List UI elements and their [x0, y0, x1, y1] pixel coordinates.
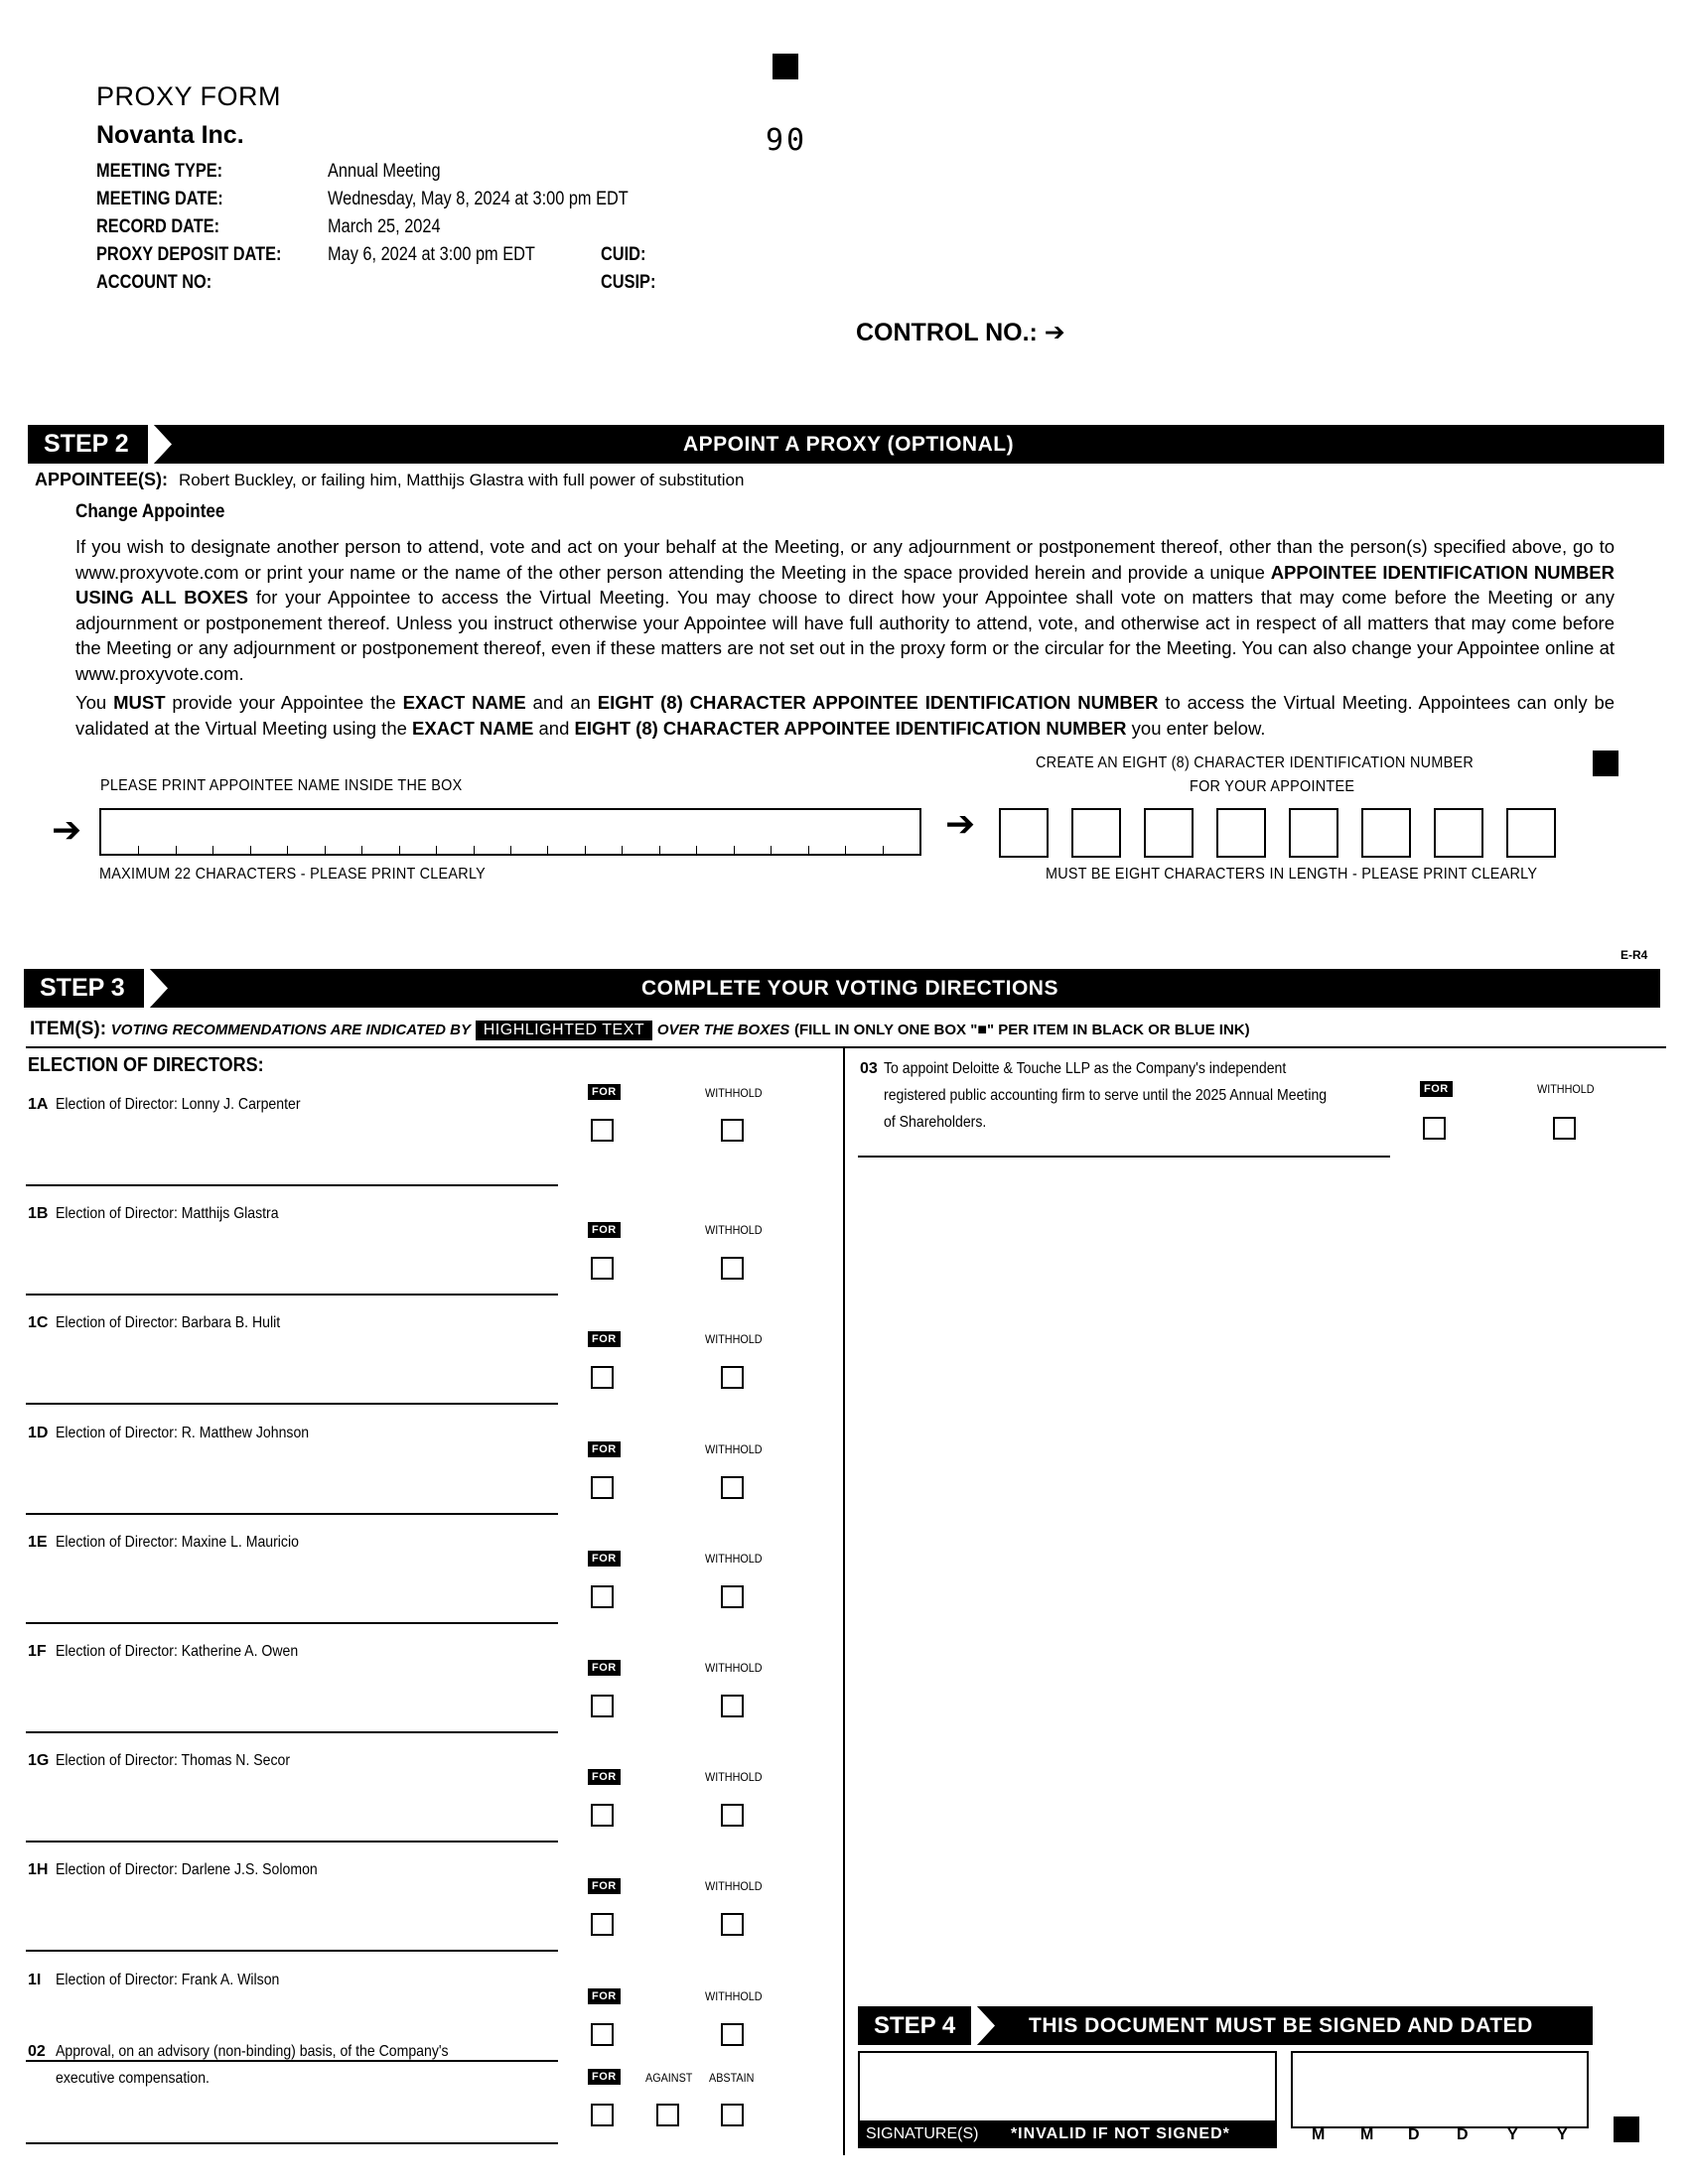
items-text-1: VOTING RECOMMENDATIONS ARE INDICATED BY	[110, 1022, 472, 1038]
director-name: Election of Director: Barbara B. Hulit	[56, 1314, 281, 1332]
for-recommended-label: FOR	[588, 2069, 621, 2085]
signature-label: SIGNATURE(S)	[866, 2125, 979, 2142]
item-divider	[26, 1841, 558, 1843]
proxy-deposit-date-label: PROXY DEPOSIT DATE:	[96, 244, 282, 265]
withhold-label: WITHHOLD	[705, 1086, 763, 1100]
withhold-label: WITHHOLD	[1537, 1082, 1595, 1096]
step2-chevron-icon	[142, 425, 172, 464]
proxy-deposit-date-value: May 6, 2024 at 3:00 pm EDT	[328, 244, 535, 265]
character-tick	[474, 846, 475, 854]
item-1c-withhold-checkbox[interactable]	[721, 1366, 744, 1389]
item-number: 02	[28, 2043, 46, 2060]
appointee-id-box-4[interactable]	[1216, 808, 1266, 858]
highlighted-text-chip: HIGHLIGHTED TEXT	[476, 1021, 652, 1040]
director-name: Election of Director: Thomas N. Secor	[56, 1752, 291, 1770]
invalid-warning: *INVALID IF NOT SIGNED*	[1010, 2125, 1230, 2142]
item-1d-withhold-checkbox[interactable]	[721, 1476, 744, 1499]
item-number: 1C	[28, 1314, 49, 1332]
items-text-4: " PER ITEM IN BLACK OR BLUE INK)	[987, 1022, 1250, 1038]
withhold-label: WITHHOLD	[705, 1441, 763, 1456]
item-1f-withhold-checkbox[interactable]	[721, 1695, 744, 1717]
director-name: Election of Director: Frank A. Wilson	[56, 1971, 280, 1988]
company-name: Novanta Inc.	[96, 121, 244, 149]
item-1f-for-checkbox[interactable]	[591, 1695, 614, 1717]
item-divider	[26, 1731, 558, 1733]
divider	[26, 1046, 1666, 1048]
step3-tag: STEP 3	[24, 969, 154, 1008]
item-1e-for-checkbox[interactable]	[591, 1585, 614, 1608]
for-recommended-label: FOR	[588, 1660, 621, 1676]
item-divider	[858, 1156, 1390, 1158]
item-1g-for-checkbox[interactable]	[591, 1804, 614, 1827]
step3-bar	[24, 969, 1660, 1008]
item-text-line3: of Shareholders.	[884, 1114, 987, 1131]
item-1b-withhold-checkbox[interactable]	[721, 1257, 744, 1280]
appointee-row	[35, 470, 744, 490]
record-date-label: RECORD DATE:	[96, 216, 220, 237]
character-tick	[176, 846, 177, 854]
item-1e-withhold-checkbox[interactable]	[721, 1585, 744, 1608]
director-name: Election of Director: R. Matthew Johnson	[56, 1424, 310, 1441]
step3-title: COMPLETE YOUR VOTING DIRECTIONS	[641, 977, 1058, 1000]
arrow-right-icon: ➔	[52, 809, 82, 850]
for-recommended-label: FOR	[588, 1222, 621, 1238]
item-text-line1: Approval, on an advisory (non-binding) basis, of the Company's	[56, 2043, 449, 2060]
id-number-label-line1: CREATE AN EIGHT (8) CHARACTER IDENTIFICATION NUMBER	[1036, 754, 1475, 771]
withhold-label: WITHHOLD	[705, 1223, 763, 1238]
cuid-label: CUID:	[601, 244, 646, 265]
item-divider	[26, 1513, 558, 1515]
signature-field[interactable]	[858, 2051, 1277, 2128]
item-text-line2: executive compensation.	[56, 2070, 210, 2087]
item-divider	[26, 1184, 558, 1186]
appointee-value: Robert Buckley, or failing him, Matthijs Glastra with full power of substitution	[179, 471, 745, 489]
director-name: Election of Director: Darlene J.S. Solomon	[56, 1861, 318, 1879]
item-number: 1D	[28, 1424, 49, 1441]
filled-box-icon: ■	[977, 1022, 987, 1038]
step4-chevron-icon	[965, 2006, 995, 2045]
step2-tag: STEP 2	[28, 425, 158, 464]
character-tick	[138, 846, 139, 854]
item-02-abstain-checkbox[interactable]	[721, 2104, 744, 2126]
item-number: 1A	[28, 1096, 49, 1113]
character-tick	[287, 846, 288, 854]
item-number: 1B	[28, 1205, 49, 1223]
date-letter: M	[1312, 2126, 1326, 2143]
character-tick	[325, 846, 326, 854]
item-number: 1E	[28, 1533, 48, 1551]
item-divider	[26, 2142, 558, 2144]
meeting-type-value: Annual Meeting	[328, 161, 441, 182]
date-letter: M	[1360, 2126, 1374, 2143]
step3-chevron-icon	[138, 969, 168, 1008]
character-tick	[696, 846, 697, 854]
exact-name-instructions: You MUST provide your Appointee the EXACT NAME and an EIGHT (8) CHARACTER APPOINTEE IDENTIFICATION NUMBER to access the Virtual Meeting. Appointees can only be validated at the Virtual Meeting using the EXACT NAME and EIGHT (8) CHARACTER APPOINTEE IDENTIFICATION NUMBER you enter below.	[75, 692, 1616, 739]
withhold-label: WITHHOLD	[705, 1988, 763, 2003]
for-recommended-label: FOR	[588, 1331, 621, 1347]
appointee-id-box-5[interactable]	[1289, 808, 1338, 858]
arrow-right-icon: ➔	[945, 803, 976, 844]
director-name: Election of Director: Maxine L. Mauricio	[56, 1533, 299, 1551]
name-box-label: PLEASE PRINT APPOINTEE NAME INSIDE THE BOX	[100, 777, 463, 794]
withhold-label: WITHHOLD	[705, 1879, 763, 1894]
director-name: Election of Director: Lonny J. Carpenter	[56, 1096, 301, 1113]
character-tick	[845, 846, 846, 854]
column-divider	[843, 1048, 845, 2155]
item-divider	[26, 1622, 558, 1624]
item-02-for-checkbox[interactable]	[591, 2104, 614, 2126]
withhold-label: WITHHOLD	[705, 1770, 763, 1785]
control-number-label: CONTROL NO.: ➔	[856, 319, 1065, 346]
item-1g-withhold-checkbox[interactable]	[721, 1804, 744, 1827]
item-1i-withhold-checkbox[interactable]	[721, 2023, 744, 2046]
form-title: PROXY FORM	[96, 81, 282, 111]
for-recommended-label: FOR	[1420, 1081, 1453, 1097]
character-tick	[883, 846, 884, 854]
meeting-date-label: MEETING DATE:	[96, 189, 223, 209]
appointee-name-input[interactable]	[99, 808, 921, 856]
character-tick	[510, 846, 511, 854]
registration-mark	[1593, 751, 1618, 776]
change-appointee-heading: Change Appointee	[75, 501, 225, 522]
withhold-label: WITHHOLD	[705, 1332, 763, 1347]
item-1h-withhold-checkbox[interactable]	[721, 1913, 744, 1936]
appointee-id-box-6[interactable]	[1361, 808, 1411, 858]
character-tick	[771, 846, 772, 854]
withhold-label: WITHHOLD	[705, 1551, 763, 1566]
item-text-line2: registered public accounting firm to serve until the 2025 Annual Meeting	[884, 1087, 1328, 1104]
item-1d-for-checkbox[interactable]	[591, 1476, 614, 1499]
step4-title: THIS DOCUMENT MUST BE SIGNED AND DATED	[1029, 2014, 1533, 2037]
item-divider	[26, 1403, 558, 1405]
account-no-label: ACCOUNT NO:	[96, 272, 212, 293]
item-number: 1H	[28, 1861, 49, 1879]
form-code: 90	[766, 123, 808, 158]
date-letter: D	[1408, 2126, 1420, 2143]
date-letter: Y	[1557, 2126, 1568, 2143]
character-tick	[399, 846, 400, 854]
item-number: 1F	[28, 1643, 47, 1660]
against-label: AGAINST	[645, 2071, 693, 2085]
registration-mark	[1614, 2116, 1639, 2142]
character-tick	[585, 846, 586, 854]
form-reference: E-R4	[1620, 948, 1648, 962]
character-tick	[361, 846, 362, 854]
registration-mark	[773, 54, 798, 79]
cusip-label: CUSIP:	[601, 272, 656, 293]
item-03-withhold-checkbox[interactable]	[1553, 1117, 1576, 1140]
date-letter: D	[1457, 2126, 1469, 2143]
character-tick	[659, 846, 660, 854]
signature-bar	[858, 2120, 1277, 2148]
election-of-directors-heading: ELECTION OF DIRECTORS:	[28, 1054, 264, 1076]
character-tick	[808, 846, 809, 854]
items-label: ITEM(S):	[30, 1019, 107, 1039]
character-tick	[436, 846, 437, 854]
item-1a-withhold-checkbox[interactable]	[721, 1119, 744, 1142]
voting-instructions-row	[30, 1019, 1250, 1040]
character-tick	[212, 846, 213, 854]
appointee-id-box-1[interactable]	[999, 808, 1049, 858]
item-1i-for-checkbox[interactable]	[591, 2023, 614, 2046]
character-tick	[622, 846, 623, 854]
items-text-3: (FILL IN ONLY ONE BOX "	[793, 1022, 978, 1038]
items-text-2: OVER THE BOXES	[656, 1022, 790, 1038]
item-1h-for-checkbox[interactable]	[591, 1913, 614, 1936]
step2-bar	[28, 425, 1664, 464]
item-number: 1I	[28, 1971, 42, 1988]
for-recommended-label: FOR	[588, 1769, 621, 1785]
appointee-id-box-3[interactable]	[1144, 808, 1194, 858]
withhold-label: WITHHOLD	[705, 1661, 763, 1675]
item-1b-for-checkbox[interactable]	[591, 1257, 614, 1280]
item-divider	[26, 1294, 558, 1296]
item-number: 1G	[28, 1752, 50, 1770]
item-1c-for-checkbox[interactable]	[591, 1366, 614, 1389]
character-tick	[547, 846, 548, 854]
step4-bar	[858, 2006, 1593, 2045]
name-box-note: MAXIMUM 22 CHARACTERS - PLEASE PRINT CLEARLY	[99, 866, 487, 883]
step2-title: APPOINT A PROXY (OPTIONAL)	[683, 433, 1015, 456]
for-recommended-label: FOR	[588, 1441, 621, 1457]
item-03-for-checkbox[interactable]	[1423, 1117, 1446, 1140]
item-divider	[26, 1950, 558, 1952]
appointee-label: APPOINTEE(S):	[35, 470, 169, 489]
director-name: Election of Director: Matthijs Glastra	[56, 1205, 279, 1223]
date-letter: Y	[1507, 2126, 1518, 2143]
appointee-id-box-2[interactable]	[1071, 808, 1121, 858]
character-tick	[250, 846, 251, 854]
character-tick	[734, 846, 735, 854]
appointee-id-box-8[interactable]	[1506, 808, 1556, 858]
record-date-value: March 25, 2024	[328, 216, 441, 237]
item-text-line1: To appoint Deloitte & Touche LLP as the Company's independent	[884, 1060, 1287, 1077]
change-appointee-instructions: If you wish to designate another person to attend, vote and act on your behalf at the Meeting, or any adjournment or postponement thereof, other than the person(s) specified above, go to www.proxyvote.com or print your name or the name of the other person attending the Meeting in the space provided herein and provide a unique APPOINTEE IDENTIFICATION NUMBER USING ALL BOXES for your Appointee to access the Virtual Meeting. You may choose to direct how your Appointee shall vote on matters that may come before the Meeting or any adjournment or postponement thereof. Unless you instruct otherwise your Appointee will have full authority to attend, vote, and otherwise act in respect of all matters that may come before the Meeting or any adjournment or postponement thereof, even if these matters are not set out in the proxy form or the circular for the Meeting. You can also change your Appointee online at www.proxyvote.com.	[75, 536, 1616, 684]
meeting-date-value: Wednesday, May 8, 2024 at 3:00 pm EDT	[328, 189, 629, 209]
director-name: Election of Director: Katherine A. Owen	[56, 1643, 299, 1660]
item-02-against-checkbox[interactable]	[656, 2104, 679, 2126]
for-recommended-label: FOR	[588, 1878, 621, 1894]
appointee-id-box-7[interactable]	[1434, 808, 1483, 858]
for-recommended-label: FOR	[588, 1988, 621, 2004]
item-number: 03	[860, 1060, 878, 1077]
for-recommended-label: FOR	[588, 1551, 621, 1567]
abstain-label: ABSTAIN	[709, 2071, 755, 2085]
date-field[interactable]	[1291, 2051, 1589, 2128]
item-1a-for-checkbox[interactable]	[591, 1119, 614, 1142]
meeting-type-label: MEETING TYPE:	[96, 161, 223, 182]
id-number-label-line2: FOR YOUR APPOINTEE	[1190, 778, 1355, 795]
for-recommended-label: FOR	[588, 1084, 621, 1100]
id-number-note: MUST BE EIGHT CHARACTERS IN LENGTH - PLEASE PRINT CLEARLY	[1046, 866, 1538, 883]
step4-tag: STEP 4	[858, 2006, 981, 2045]
